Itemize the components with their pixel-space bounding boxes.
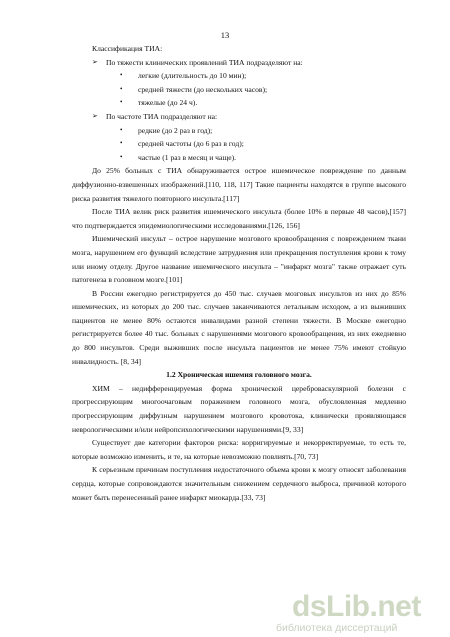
severity-list-header xyxy=(72,56,406,70)
list-item xyxy=(72,124,406,138)
page-number: 13 xyxy=(220,30,230,40)
frequency-list-text: По частоте ТИА подразделяют на: xyxy=(106,111,218,121)
list-item xyxy=(72,151,406,165)
bullet-icon: • xyxy=(120,152,123,161)
arrow-bullet-icon: ➢ xyxy=(92,57,98,66)
watermark-logo: dsLib.net xyxy=(292,590,421,623)
bullet-icon: • xyxy=(120,125,123,134)
list-item xyxy=(72,96,406,110)
paragraph: ХИМ – недифференцируемая форма хронической цереброваскулярной болезни с прогрессирующим многоочаговым поражением головного мозга, обусловленная медленно прогрессирующим диффузным нарушением мозгового кровотока, клинически проявляющаяся неврологическими и/или нейропсихологическими нарушениями.[9, 33] xyxy=(72,383,406,434)
document-body xyxy=(72,42,406,504)
section-heading: 1.2 Хроническая ишемия головного мозга. xyxy=(166,370,312,380)
severity-list-text: По тяжести клинических проявлений ТИА подразделяют на: xyxy=(106,57,303,67)
paragraph: Существует две категории факторов риска: корригируемые и некорректируемые, то есть те, которые возможно изменить, и те, на которые невозможно повлиять.[70, 73] xyxy=(72,438,406,461)
severity-item-2: средней тяжести (до нескольких часов); xyxy=(138,84,268,94)
frequency-item-1: редкие (до 2 раз в год); xyxy=(138,125,213,135)
bullet-icon: • xyxy=(120,139,123,148)
arrow-bullet-icon: ➢ xyxy=(92,111,98,120)
frequency-item-3: частые (1 раз в месяц и чаще). xyxy=(138,152,237,162)
paragraph: До 25% больных с ТИА обнаруживается острое ишемическое повреждение по данным диффузионно-взвешенных изображений.[110, 118, 117] Такие пациенты находятся в группе высокого риска развития тяжелого повторного инсульта.[117] xyxy=(72,166,406,203)
paragraph: В России ежегодно регистрируется до 450 тыс. случаев мозговых инсультов из них до 85% ишемических, из которых до 200 тыс. случаев заканчиваются летальным исходом, а из выживших пациентов не менее 80% остаются инвалидами разной степени тяжести. В Москве ежегодно регистрируется более 40 тыс. больных с нарушениями мозгового кровообращения, из них ежедневно до 800 инсультов. Среди выживших после инсульта пациентов не менее 75% имеют стойкую инвалидность. [8, 34] xyxy=(72,288,406,366)
paragraph: После ТИА велик риск развития ишемического инсульта (более 10% в первые 48 часов),[157] что подтверждается эпидемиологическими исследованиями.[126, 156] xyxy=(72,207,406,230)
list-item xyxy=(72,137,406,151)
bullet-icon: • xyxy=(120,98,123,107)
frequency-list-header xyxy=(72,110,406,124)
list-item xyxy=(72,69,406,83)
paragraph: Ишемический инсульт – острое нарушение мозгового кровообращения с повреждением ткани мозга, нарушением его функций вследствие затруднения или прекращения поступления крови к тому или иному отделу. Другое название ишемического инсульта – "инфаркт мозга" также отражает суть патогенеза в головном мозге.[101] xyxy=(72,234,406,285)
frequency-item-2: средней частоты (до 6 раз в год); xyxy=(138,139,244,149)
watermark xyxy=(268,590,448,634)
classification-title: Классификация ТИА: xyxy=(92,44,163,53)
paragraph: К серьезным причинам поступления недостаточного объема крови к мозгу относят заболевания сердца, которые сопровождаются значительным снижением сердечного выброса, причиной которого может быть перенесенный ранее инфаркт миокарда.[33, 73] xyxy=(72,465,406,502)
list-item xyxy=(72,83,406,97)
severity-item-1: легкие (длительность до 10 мин); xyxy=(138,71,247,81)
severity-item-3: тяжелые (до 24 ч). xyxy=(138,98,198,108)
bullet-icon: • xyxy=(120,71,123,80)
watermark-subtitle: библиотека диссертаций xyxy=(276,622,398,634)
bullet-icon: • xyxy=(120,84,123,93)
